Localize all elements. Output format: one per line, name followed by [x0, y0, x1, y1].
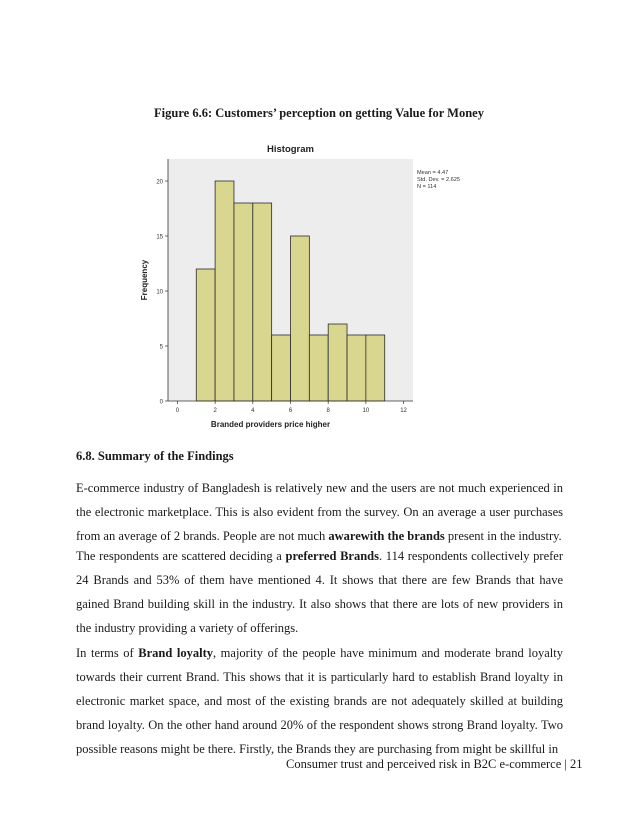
histogram-bar — [215, 181, 234, 401]
histogram-bar — [253, 203, 272, 401]
x-axis-label: Branded providers price higher — [210, 420, 331, 429]
paragraph-awareness — [76, 476, 563, 548]
histogram-svg — [133, 137, 460, 435]
paragraph-preferred-brands — [76, 544, 563, 640]
y-tick-label: 0 — [159, 399, 163, 406]
paragraph-text: present in the industry. — [444, 529, 562, 543]
y-tick-label: 20 — [156, 179, 163, 186]
x-tick-label: 0 — [175, 408, 180, 414]
paragraph-text: . 114 respondents collectively prefer 24 Brands and 53% of them have mentioned 4. It shows that there are few Brands that have gained Brand building skill in the industry. It also shows that there are lots of new providers in the industry providing a variety of offerings. — [76, 549, 563, 635]
y-axis-label: Frequency — [140, 259, 149, 301]
histogram-bar — [234, 203, 253, 401]
histogram-bar — [272, 335, 291, 401]
x-tick-label: 10 — [362, 408, 370, 414]
histogram-bar — [366, 335, 385, 401]
histogram-chart — [133, 137, 460, 435]
paragraph-text: E-commerce industry of Bangladesh is relatively new and the users are not much experienced in the electronic marketplace. This is also evident from the survey. On an average a user purchases from an average of 2 brands. People are not much — [76, 481, 563, 543]
histogram-bar — [196, 269, 215, 401]
bold-term: awarewith the brands — [328, 529, 445, 543]
y-tick-label: 10 — [156, 289, 163, 296]
histogram-bar — [347, 335, 366, 401]
bold-term: Brand loyalty — [138, 646, 213, 660]
paragraph-text: , majority of the people have minimum and moderate brand loyalty towards their current Brand. This shows that it is particularly hard to establish Brand loyalty in electronic market space, and most of the existing brands are not adequately skilled at building brand loyalty. On the other hand around 20% of the respondent shows strong Brand loyalty. Two possible reasons might be there. Firstly, the Brands they are purchasing from might be skillful in — [76, 646, 563, 756]
histogram-bar — [328, 324, 347, 401]
stats-annotation: Mean = 4.47 — [417, 170, 449, 176]
histogram-bar — [309, 335, 328, 401]
chart-title: Histogram — [267, 144, 314, 155]
x-tick-label: 12 — [400, 408, 407, 414]
x-tick-label: 4 — [251, 408, 255, 414]
bold-term: preferred Brands — [285, 549, 379, 563]
section-title: 6.8. Summary of the Findings — [76, 449, 234, 463]
stats-annotation: N = 114 — [417, 184, 437, 190]
x-tick-label: 6 — [288, 408, 293, 414]
page-footer: Consumer trust and perceived risk in B2C e-commerce | 21 — [286, 757, 583, 771]
stats-annotation: Std. Dev. = 2.625 — [417, 177, 460, 183]
figure-caption: Figure 6.6: Customers’ perception on getting Value for Money — [154, 106, 484, 120]
y-tick-label: 15 — [156, 234, 163, 241]
x-tick-label: 8 — [326, 408, 330, 414]
x-tick-label: 2 — [213, 408, 217, 414]
paragraph-text: The respondents are scattered deciding a — [76, 549, 286, 563]
y-tick-label: 5 — [159, 344, 163, 351]
paragraph-text: In terms of — [76, 646, 139, 660]
histogram-bar — [291, 236, 310, 401]
paragraph-brand-loyalty — [76, 641, 563, 761]
